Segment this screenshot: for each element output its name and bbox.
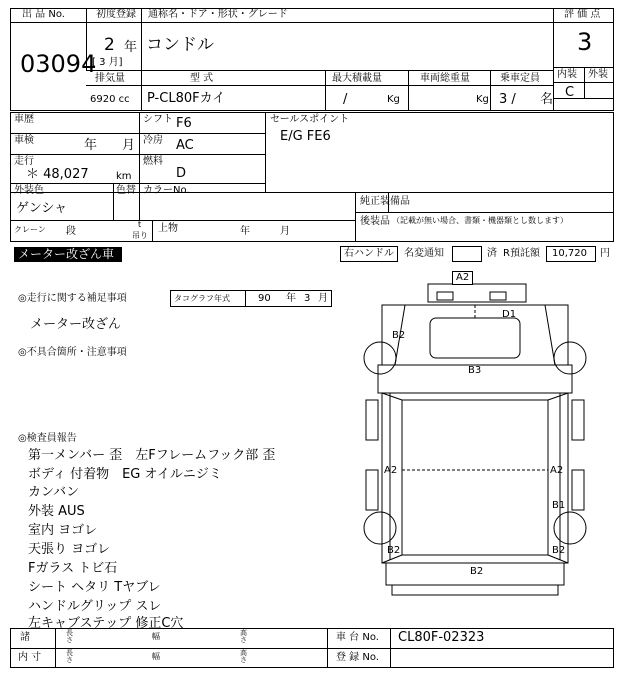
tacho-year-unit: 年: [286, 293, 296, 304]
mileage: ＊ 48,027: [26, 167, 89, 182]
displacement: 6920 cc: [90, 94, 130, 105]
fuel: D: [176, 166, 187, 181]
upper-month: 月: [280, 226, 290, 237]
length-label: 長さ: [66, 629, 73, 644]
crane-ton: t: [138, 220, 142, 229]
inspector-line: ハンドルグリップ スレ: [28, 599, 162, 614]
inspector-line: 室内 ヨゴレ: [28, 523, 98, 538]
damage-mark: D1: [502, 309, 517, 320]
color-change-label: 色替: [116, 185, 136, 196]
height-label: 高さ: [240, 629, 247, 644]
reg-month: [ 3 月]: [92, 57, 123, 68]
ac: AC: [176, 138, 194, 153]
inspector-line: シート ヘタリ Tヤブレ: [28, 580, 161, 595]
name-change-box: [452, 246, 482, 262]
defects-label: ◎不具合箇所・注意事項: [18, 347, 127, 358]
width-label-2: 幅: [152, 652, 160, 661]
length-label-2: 長さ: [66, 649, 73, 664]
damage-mark: A2: [384, 465, 398, 476]
damage-mark: B3: [468, 365, 482, 376]
car-name: コンドル: [146, 35, 214, 55]
shift: F6: [176, 116, 192, 131]
steering: 右ハンドル: [344, 248, 394, 259]
reg-no-label: 登 録 No.: [336, 652, 379, 663]
sales-point: E/G FE6: [280, 129, 331, 144]
model-label: 型 式: [190, 73, 214, 84]
height-label-2: 高さ: [240, 649, 247, 664]
gvw-label: 車両総重量: [420, 73, 470, 84]
inspector-line: カンバン: [28, 485, 80, 500]
upper-label: 上物: [158, 223, 178, 234]
inspection-year: 年: [84, 138, 98, 153]
damage-mark: B2: [387, 545, 401, 556]
inner-size-label: 内 寸: [18, 652, 42, 663]
damage-mark: B2: [392, 330, 406, 341]
deposit-label: R預託額: [503, 248, 540, 259]
mileage-unit: km: [116, 171, 132, 182]
sales-point-label: セールスポイント: [270, 114, 350, 125]
inspector-label: ◎検査員報告: [18, 433, 77, 444]
width-label: 幅: [152, 632, 160, 641]
mileage-label: 走行: [14, 156, 34, 167]
capacity: 3 /: [499, 92, 516, 107]
inspection-label: 車検: [14, 135, 34, 146]
shift-label: シフト: [143, 114, 173, 125]
color-label: 外装色: [14, 185, 44, 196]
tacho-year: 90: [258, 293, 271, 304]
inspector-line: 天張り ヨゴレ: [28, 542, 111, 557]
interior-score: C: [565, 85, 575, 100]
exterior-label: 外装: [588, 69, 608, 80]
color-code-label: カラーNo.: [143, 185, 190, 196]
first-registration-label: 初度登録: [96, 9, 136, 20]
max-load-unit: Kg: [387, 94, 400, 105]
damage-mark: B1: [552, 500, 566, 511]
tacho-month: 3: [304, 293, 311, 304]
damage-mark: B2: [470, 566, 484, 577]
tax-label: 済: [487, 248, 497, 259]
driving-notes-label: ◎走行に関する補足事項: [18, 293, 127, 304]
deposit-unit: 円: [600, 248, 610, 259]
crane-hang: 吊り: [132, 231, 148, 240]
color: ゲンシャ: [16, 201, 68, 216]
lot-no: 03094: [20, 50, 97, 78]
gvw-unit: Kg: [476, 94, 489, 105]
reg-year: 2: [104, 35, 115, 55]
damage-mark: B2: [552, 545, 566, 556]
aftermarket-note: （記載が無い場合、書類・機器類とし数します）: [392, 216, 568, 225]
name-change-label: 名変通知: [404, 248, 444, 259]
lot-no-label: 出 品 No.: [22, 9, 65, 20]
damage-mark: A2: [452, 271, 473, 285]
misc-label: 諸: [20, 632, 30, 643]
max-load: /: [343, 92, 348, 107]
inspection-month: 月: [122, 138, 136, 153]
capacity-label: 乗車定員: [500, 73, 540, 84]
equipment-label: 純正装備品: [360, 196, 410, 207]
score-label: 評 価 点: [564, 9, 601, 20]
fuel-label: 燃料: [143, 156, 163, 167]
interior-label: 内装: [557, 69, 577, 80]
crane-label: クレーン: [14, 225, 46, 234]
inspector-line: 第一メンバー 歪 左Fフレームフック部 歪: [28, 448, 276, 463]
driving-text: メーター改ざん: [30, 317, 122, 332]
car-name-label: 通称名・ドア・形状・グレード: [148, 9, 288, 20]
inspector-line: Fガラス トビ石: [28, 561, 118, 576]
model: P-CL80Fカイ: [147, 91, 226, 106]
tampered-meter-tag: メーター改ざん車: [14, 247, 122, 262]
reg-year-unit: 年: [124, 40, 138, 55]
displacement-label: 排気量: [95, 73, 125, 84]
tacho-month-unit: 月: [318, 293, 328, 304]
max-load-label: 最大積載量: [332, 73, 382, 84]
deposit: 10,720: [552, 248, 587, 259]
chassis-no: CL80F-02323: [398, 630, 485, 645]
ac-label: 冷房: [143, 135, 163, 146]
aftermarket-label: 後装品: [360, 216, 390, 227]
capacity-unit: 名: [540, 92, 554, 107]
score: 3: [577, 28, 593, 56]
inspector-line: 外装 AUS: [28, 504, 85, 519]
crane-stage: 段: [66, 226, 76, 237]
inspector-line: 左キャブステップ 修正C穴: [28, 616, 184, 631]
upper-year: 年: [240, 226, 250, 237]
history-label: 車歴: [14, 114, 34, 125]
damage-mark: A2: [550, 465, 564, 476]
chassis-label: 車 台 No.: [336, 632, 379, 643]
inspector-line: ボディ 付着物 EG オイルニジミ: [28, 467, 222, 482]
tacho-label: タコグラフ年式: [174, 294, 230, 303]
